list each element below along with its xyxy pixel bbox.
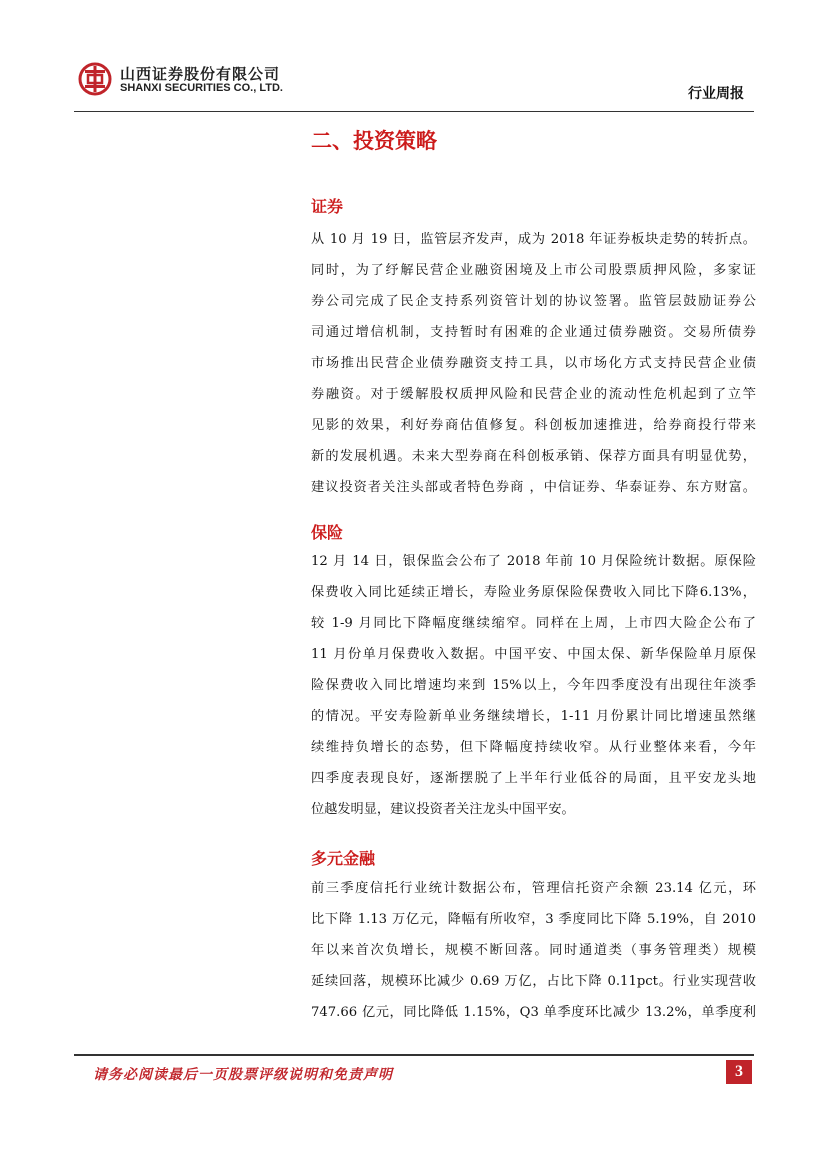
paragraph-line: 司通过增信机制，支持暂时有困难的企业通过债券融资。交易所债券 <box>311 325 756 340</box>
paragraph-line: 11 月份单月保费收入数据。中国平安、中国太保、新华保险单月原保 <box>311 647 756 662</box>
section-title: 二、投资策略 <box>311 129 437 153</box>
paragraph-line: 建议投资者关注头部或者特色券商 ，中信证券、华泰证券、东方财富。 <box>311 480 756 495</box>
insurance-heading: 保险 <box>311 523 344 542</box>
diversified-finance-heading: 多元金融 <box>311 849 376 868</box>
paragraph-line: 比下降 1.13 万亿元，降幅有所收窄，3 季度同比下降 5.19%，自 2010 <box>311 912 756 927</box>
paragraph-line: 747.66 亿元，同比降低 1.15%，Q3 单季度环比减少 13.2%，单季度利 <box>311 1005 756 1020</box>
paragraph-line: 年以来首次负增长，规模不断回落。同时通道类（事务管理类）规模 <box>311 943 756 958</box>
paragraph-line: 续维持负增长的态势，但下降幅度持续收窄。从行业整体来看，今年 <box>311 740 756 755</box>
paragraph-line: 保费收入同比延续正增长，寿险业务原保险保费收入同比下降6.13%， <box>311 585 756 600</box>
paragraph-line: 险保费收入同比增速均来到 15%以上，今年四季度没有出现往年淡季 <box>311 678 756 693</box>
footer-divider <box>74 1054 754 1056</box>
page-number: 3 <box>726 1060 752 1084</box>
disclaimer-notice: 请务必阅读最后一页股票评级说明和免责声明 <box>93 1067 393 1083</box>
paragraph-line: 券融资。对于缓解股权质押风险和民营企业的流动性危机起到了立竿 <box>311 387 756 402</box>
paragraph-line: 市场推出民营企业债券融资支持工具，以市场化方式支持民营企业债 <box>311 356 756 371</box>
securities-heading: 证券 <box>311 197 344 216</box>
paragraph-line: 见影的效果，利好券商估值修复。科创板加速推进，给券商投行带来 <box>311 418 756 433</box>
securities-paragraph <box>311 224 756 503</box>
paragraph-line: 12 月 14 日，银保监会公布了 2018 年前 10 月保险统计数据。原保险 <box>311 554 756 569</box>
insurance-paragraph <box>311 546 756 825</box>
paragraph-line: 新的发展机遇。未来大型券商在科创板承销、保荐方面具有明显优势， <box>311 449 756 464</box>
shanxi-securities-logo-icon <box>78 62 112 96</box>
diversified-finance-paragraph <box>311 873 756 1028</box>
paragraph-line: 券公司完成了民企支持系列资管计划的协议签署。监管层鼓励证券公 <box>311 294 756 309</box>
header-divider <box>74 111 754 112</box>
paragraph-line: 的情况。平安寿险新单业务继续增长，1-11 月份累计同比增速虽然继 <box>311 709 756 724</box>
paragraph-line: 前三季度信托行业统计数据公布，管理信托资产余额 23.14 亿元，环 <box>311 881 756 896</box>
company-name-en: SHANXI SECURITIES CO., LTD. <box>120 82 283 94</box>
paragraph-line: 同时，为了纾解民营企业融资困境及上市公司股票质押风险，多家证 <box>311 263 756 278</box>
paragraph-line: 从 10 月 19 日，监管层齐发声，成为 2018 年证券板块走势的转折点。 <box>311 232 756 247</box>
paragraph-line: 四季度表现良好，逐渐摆脱了上半年行业低谷的局面，且平安龙头地 <box>311 771 756 786</box>
paragraph-line: 延续回落，规模环比减少 0.69 万亿，占比下降 0.11pct。行业实现营收 <box>311 974 756 989</box>
company-name-cn: 山西证券股份有限公司 <box>120 65 281 83</box>
report-type-label: 行业周报 <box>688 86 744 102</box>
paragraph-line: 较 1-9 月同比下降幅度继续缩窄。同样在上周，上市四大险企公布了 <box>311 616 756 631</box>
paragraph-line: 位越发明显，建议投资者关注龙头中国平安。 <box>311 802 575 817</box>
